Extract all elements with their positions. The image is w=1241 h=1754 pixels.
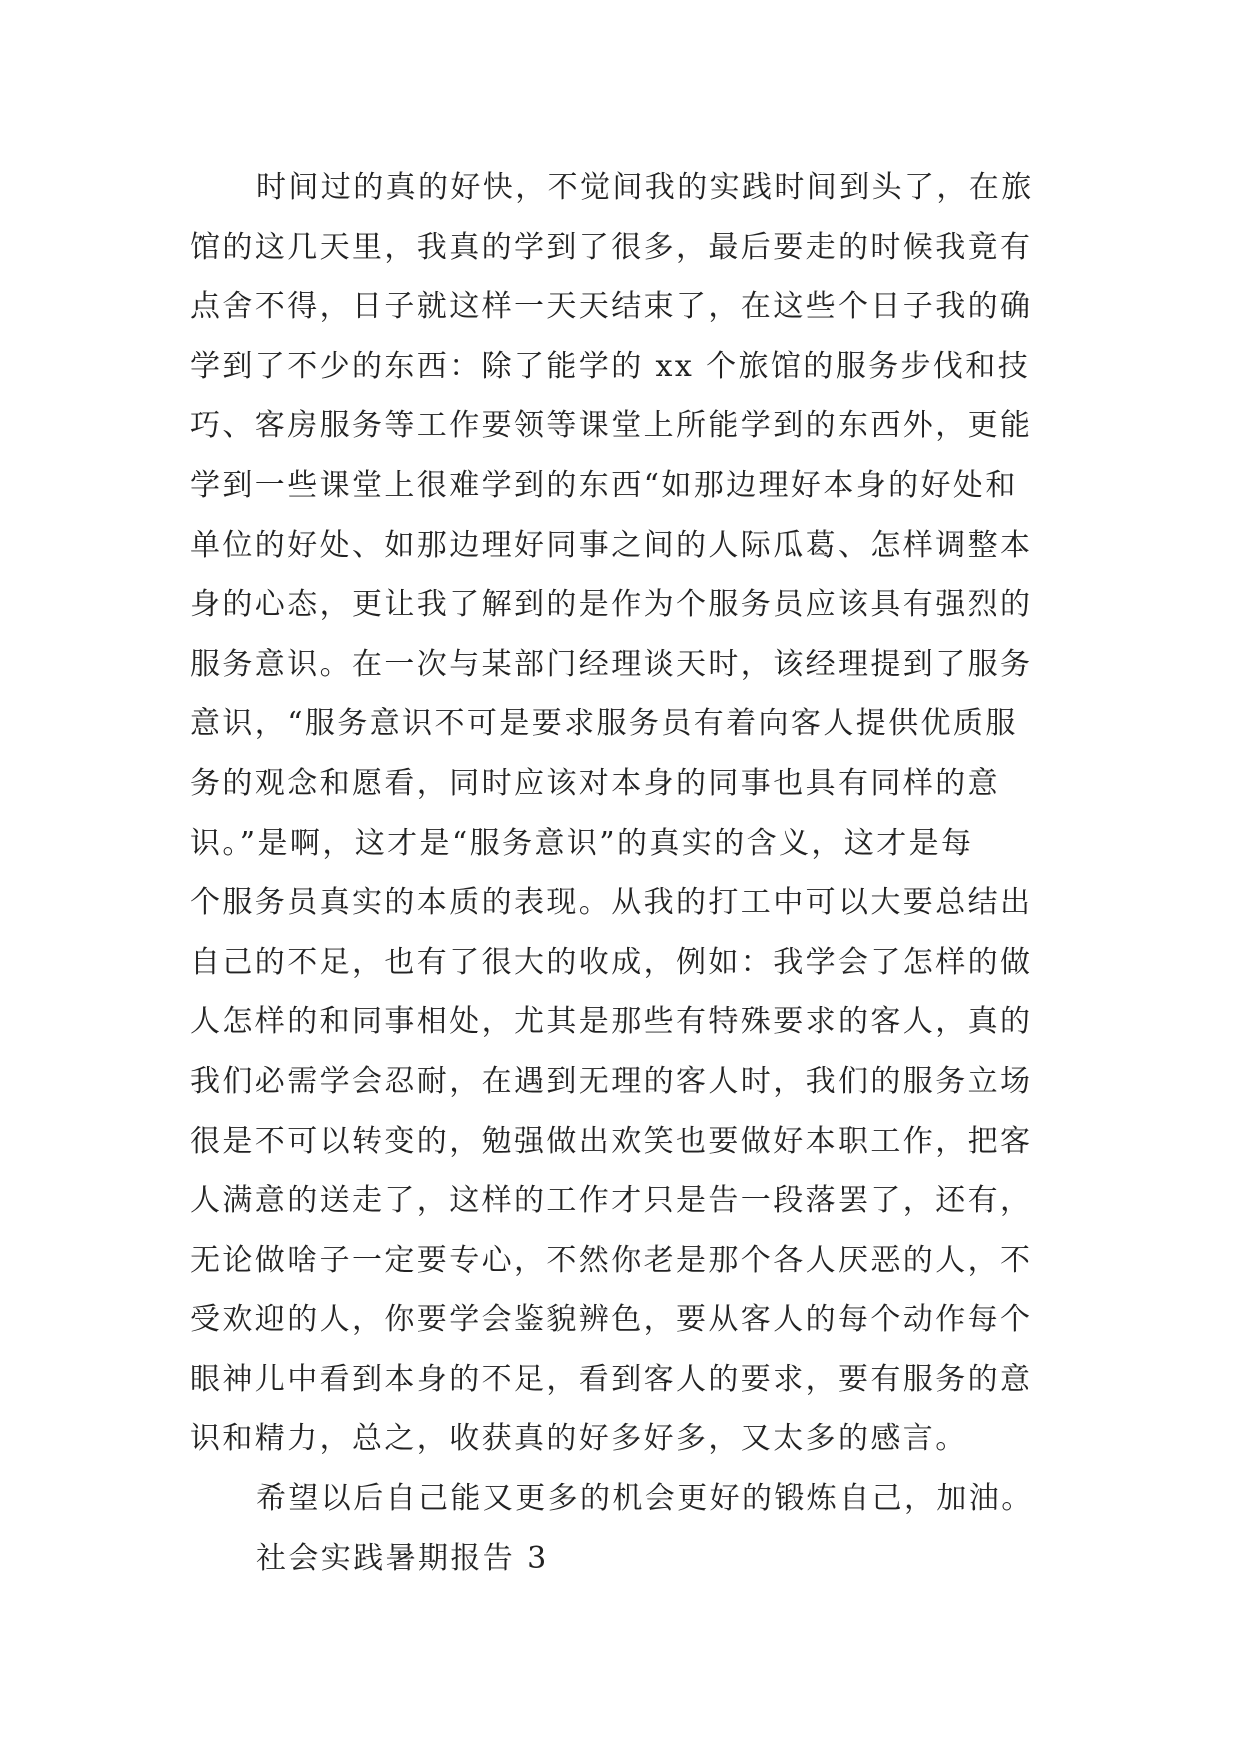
text-line: 点舍不得，日子就这样一天天结束了，在这些个日子我的确 — [190, 289, 1033, 325]
text-line: 单位的好处、如那边理好同事之间的人际瓜葛、怎样调整本 — [190, 527, 1033, 563]
text-line: 眼神儿中看到本身的不足，看到客人的要求，要有服务的意 — [190, 1361, 1033, 1397]
text-line: 人怎样的和同事相处，尤其是那些有特殊要求的客人，真的 — [190, 1004, 1033, 1040]
text-line: 自己的不足，也有了很大的收成，例如：我学会了怎样的做 — [190, 944, 1033, 980]
text-line: 馆的这几天里，我真的学到了很多，最后要走的时候我竟有 — [190, 229, 1033, 265]
text-line: 服务意识。在一次与某部门经理谈天时，该经理提到了服务 — [190, 646, 1033, 682]
section-heading: 社会实践暑期报告 3 — [256, 1540, 549, 1576]
text-line: 身的心态，更让我了解到的是作为个服务员应该具有强烈的 — [190, 587, 1033, 623]
text-line: 识。”是啊，这才是“服务意识”的真实的含义，这才是每 — [190, 825, 974, 861]
text-line: 时间过的真的好快，不觉间我的实践时间到头了，在旅 — [256, 170, 1034, 205]
text-line: 我们必需学会忍耐，在遇到无理的客人时，我们的服务立场 — [190, 1063, 1033, 1099]
text-line: 学到了不少的东西：除了能学的 xx 个旅馆的服务步伐和技 — [190, 348, 1031, 384]
text-line: 识和精力，总之，收获真的好多好多，又太多的感言。 — [190, 1421, 968, 1457]
text-line: 意识，“服务意识不可是要求服务员有着向客人提供优质服 — [190, 706, 1018, 742]
document-body — [190, 158, 1065, 1588]
text-line: 学到一些课堂上很难学到的东西“如那边理好本身的好处和 — [190, 467, 1018, 503]
text-line: 个服务员真实的本质的表现。从我的打工中可以大要总结出 — [190, 885, 1033, 921]
text-line: 人满意的送走了，这样的工作才只是告一段落罢了，还有， — [190, 1183, 1033, 1219]
paragraph-1 — [190, 158, 1065, 1469]
text-line: 很是不可以转变的，勉强做出欢笑也要做好本职工作，把客 — [190, 1123, 1033, 1159]
text-line: 务的观念和愿看，同时应该对本身的同事也具有同样的意 — [190, 765, 1000, 801]
paragraph-2: 希望以后自己能又更多的机会更好的锻炼自己，加油。 — [256, 1481, 1034, 1517]
text-line: 巧、客房服务等工作要领等课堂上所能学到的东西外，更能 — [190, 408, 1033, 444]
text-line: 无论做啥子一定要专心，不然你老是那个各人厌恶的人，不 — [190, 1242, 1033, 1278]
text-line: 受欢迎的人，你要学会鉴貌辨色，要从客人的每个动作每个 — [190, 1302, 1033, 1338]
